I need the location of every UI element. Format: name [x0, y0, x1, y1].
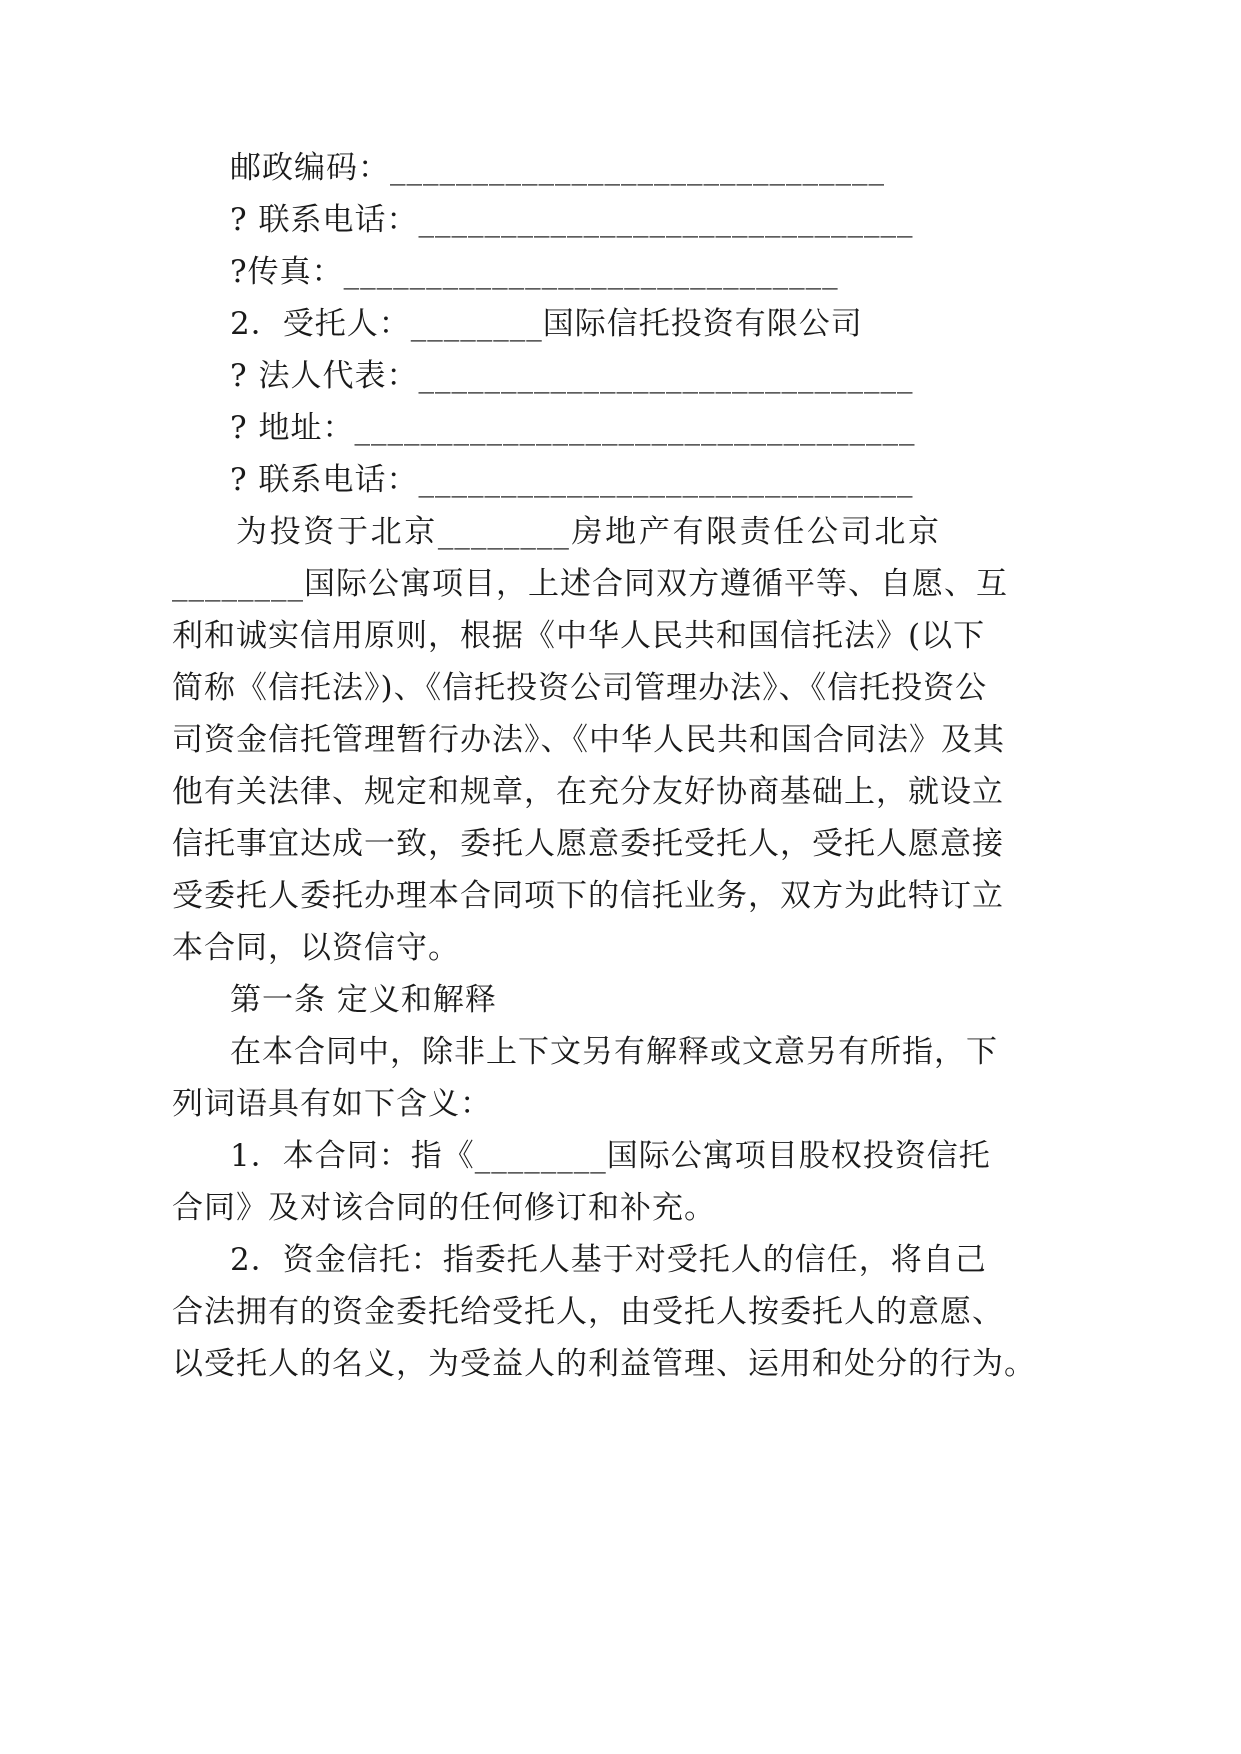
contact-phone-line: ? 联系电话：______________________________ [230, 202, 914, 238]
definition-item: 2．资金信托：指委托人基于对受托人的信任，将自己 [230, 1242, 987, 1278]
paragraph-line: 信托事宜达成一致，委托人愿意委托受托人，受托人愿意接 [172, 826, 1004, 862]
definition-item: 以受托人的名义，为受益人的利益管理、运用和处分的行为。 [172, 1346, 1036, 1382]
fax-line: ?传真：______________________________ [230, 254, 839, 290]
paragraph-line: 简称《信托法》)、《信托投资公司管理办法》、《信托投资公 [172, 670, 988, 706]
section-heading: 第一条 定义和解释 [230, 982, 497, 1018]
paragraph-line: 利和诚实信用原则，根据《中华人民共和国信托法》(以下 [172, 618, 986, 654]
trustee-line: 2．受托人：________国际信托投资有限公司 [230, 306, 863, 342]
paragraph-line: ________国际公寓项目，上述合同双方遵循平等、自愿、互 [172, 566, 1008, 602]
definition-item: 合法拥有的资金委托给受托人，由受托人按委托人的意愿、 [172, 1294, 1004, 1330]
definition-item: 合同》及对该合同的任何修订和补充。 [172, 1190, 716, 1226]
postal-code-line: 邮政编码：______________________________ [230, 150, 885, 186]
paragraph-line: 他有关法律、规定和规章，在充分友好协商基础上，就设立 [172, 774, 1004, 810]
paragraph-line: 在本合同中，除非上下文另有解释或文意另有所指，下 [230, 1034, 998, 1070]
legal-representative-line: ? 法人代表：______________________________ [230, 358, 914, 394]
definition-item: 1．本合同：指《________国际公寓项目股权投资信托 [230, 1138, 991, 1174]
paragraph-line: 司资金信托管理暂行办法》、《中华人民共和国合同法》及其 [172, 722, 1005, 758]
paragraph-line: 列词语具有如下含义： [172, 1086, 492, 1122]
paragraph-line: 为投资于北京________房地产有限责任公司北京 [236, 514, 940, 550]
paragraph-line: 受委托人委托办理本合同项下的信托业务，双方为此特订立 [172, 878, 1004, 914]
paragraph-line: 本合同，以资信守。 [172, 930, 460, 966]
trustee-phone-line: ? 联系电话：______________________________ [230, 462, 914, 498]
address-line: ? 地址：__________________________________ [230, 410, 916, 446]
